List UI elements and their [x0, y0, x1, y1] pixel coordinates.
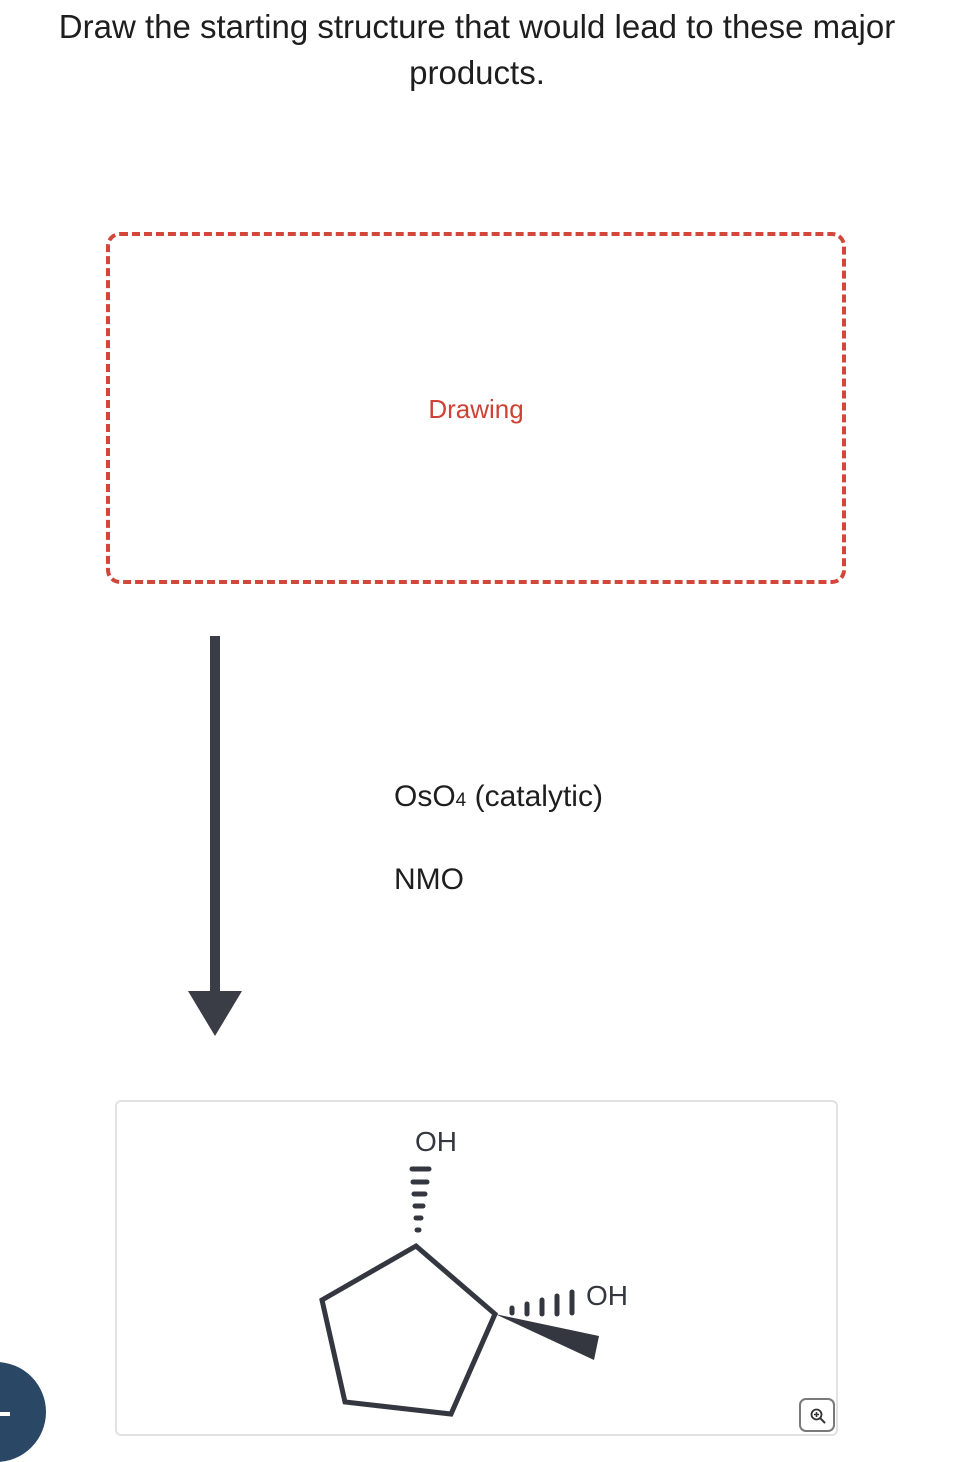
hashed-wedge-right	[512, 1292, 572, 1314]
reagent-1-rest: (catalytic)	[466, 780, 603, 813]
product-molecule	[117, 1102, 840, 1438]
zoom-in-icon	[810, 1408, 826, 1424]
question-line-1: Draw the starting structure that would lead to these major	[58, 8, 896, 45]
reagent-1-subscript: 4	[455, 790, 467, 811]
hydroxyl-label-right: OH	[586, 1280, 628, 1311]
solid-wedge-methyl	[495, 1314, 599, 1360]
hydroxyl-label-top: OH	[415, 1126, 457, 1157]
question-text	[0, 4, 954, 96]
question-line-2: products.	[409, 54, 545, 91]
help-bubble-button[interactable]	[0, 1362, 46, 1462]
reagent-1-main: OsO	[394, 780, 456, 813]
ring-bonds	[322, 1246, 495, 1414]
zoom-button[interactable]	[799, 1398, 835, 1432]
product-panel	[115, 1100, 838, 1436]
drawing-area[interactable]	[106, 232, 846, 584]
reagent-osmium-tetroxide	[394, 780, 603, 814]
reaction-arrow	[186, 636, 246, 1040]
minimize-icon	[0, 1412, 10, 1416]
reagent-nmo: NMO	[394, 863, 464, 896]
hashed-wedge-top	[412, 1169, 429, 1230]
drawing-label: Drawing	[428, 394, 524, 424]
